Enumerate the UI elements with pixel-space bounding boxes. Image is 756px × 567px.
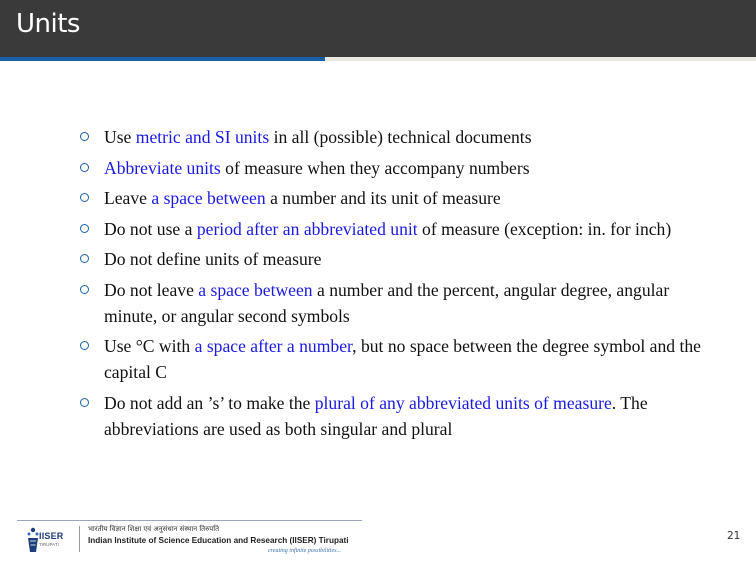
institute-tagline: creating infinite possibilities...	[268, 548, 341, 554]
bullet-list	[77, 124, 717, 446]
bullet-text: Use	[104, 127, 136, 147]
bullet-item	[77, 155, 717, 181]
bullet-text: Do not add an ’s’ to make the	[104, 392, 315, 413]
title-bar	[0, 0, 756, 57]
bullet-text: Leave	[104, 188, 152, 208]
circle-bullet-icon	[80, 341, 89, 350]
footer-divider	[79, 526, 80, 552]
title-accent-bar-light	[325, 57, 756, 61]
highlighted-text: plural of any abbreviated units of measure	[314, 392, 612, 413]
bullet-text: of measure when they accompany numbers	[220, 157, 530, 178]
bullet-item	[77, 185, 717, 211]
bullet-item	[77, 216, 717, 242]
slide-title: Units	[16, 9, 80, 39]
bullet-item	[77, 277, 717, 329]
circle-bullet-icon	[80, 163, 89, 172]
circle-bullet-icon	[80, 398, 89, 407]
bullet-text: Use °C with	[104, 336, 195, 356]
circle-bullet-icon	[80, 193, 89, 202]
logo-text: IISER	[39, 531, 64, 541]
bullet-text: . The abbreviations are used as both singular and plural	[104, 392, 648, 439]
highlighted-text: a space between	[198, 279, 313, 300]
highlighted-text: period after an abbreviated unit	[196, 218, 418, 239]
institute-name: Indian Institute of Science Education and Research (IISER) Tirupati	[88, 536, 349, 545]
bullet-item	[77, 390, 717, 442]
bullet-text: Do not use a	[104, 218, 197, 239]
highlighted-text: Abbreviate units	[104, 157, 221, 178]
bullet-text: a number and the percent, angular degree, angular minute, or angular second symbols	[104, 279, 670, 326]
bullet-item	[77, 333, 717, 385]
footer-rule	[17, 520, 362, 521]
circle-bullet-icon	[80, 224, 89, 233]
institute-name-hindi: भारतीय विज्ञान शिक्षा एवं अनुसंधान संस्थान तिरुपति	[88, 525, 220, 533]
title-accent-bar	[0, 57, 325, 61]
highlighted-text: a space after a number	[194, 336, 353, 356]
bullet-text: in all (possible) technical documents	[269, 127, 532, 147]
bullet-text: , but no space between the degree symbol and the capital C	[104, 336, 701, 382]
highlighted-text: a space between	[151, 188, 266, 208]
circle-bullet-icon	[80, 254, 89, 263]
bullet-item	[77, 124, 717, 150]
circle-bullet-icon	[80, 285, 89, 294]
page-number: 21	[727, 530, 741, 542]
bullet-text: Do not define units of measure	[104, 249, 322, 269]
bullet-text: of measure (exception: in. for inch)	[417, 218, 672, 239]
bullet-text: Do not leave	[104, 279, 199, 300]
circle-bullet-icon	[80, 132, 89, 141]
logo-subtext: TIRUPATI	[39, 542, 59, 547]
bullet-item	[77, 246, 717, 272]
highlighted-text: metric and SI units	[135, 127, 270, 147]
bullet-text: a number and its unit of measure	[265, 188, 501, 208]
